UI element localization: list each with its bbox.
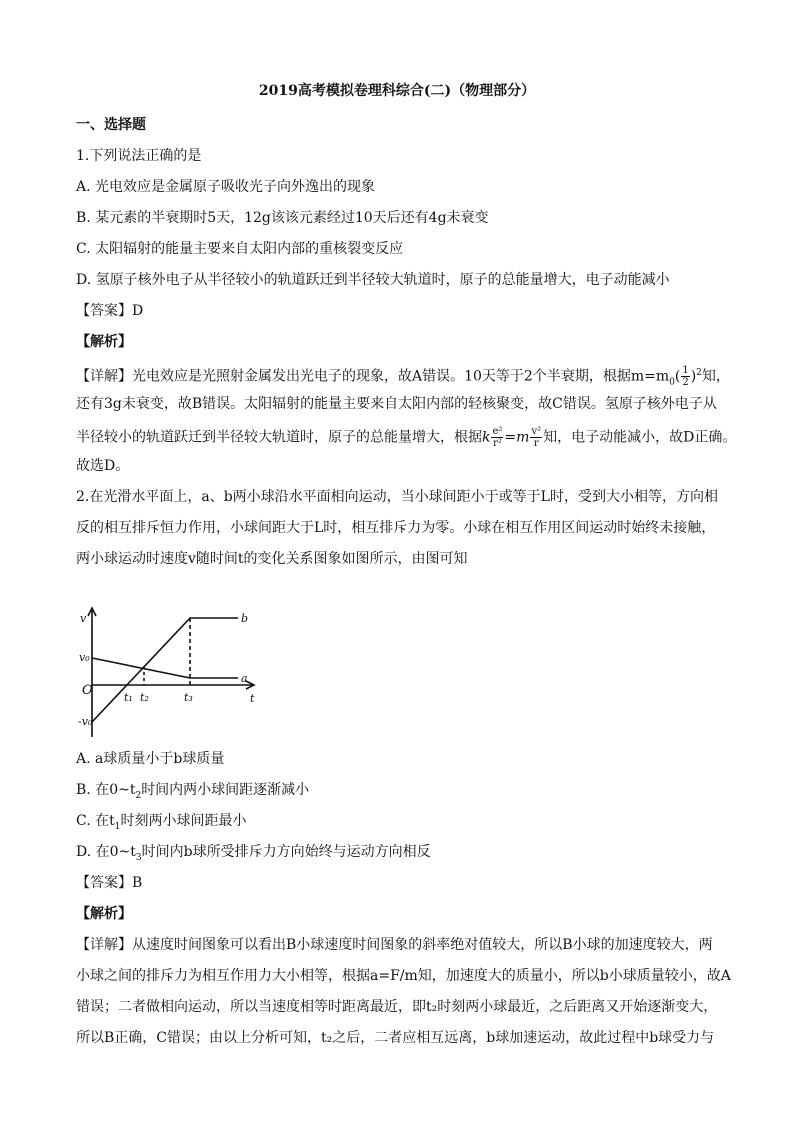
section-heading: 一、选择题 xyxy=(76,117,146,133)
q1-option-d: D. 氢原子核外电子从半径较小的轨道跃迁到半径较大轨道时，原子的总能量增大，电子动能减小 xyxy=(76,272,670,288)
graph-label-a: a xyxy=(241,672,248,685)
q2-detail-line-3: 错误；二者做相向运动，所以当速度相等时距离最近，即t₂时刻两小球最近，之后距离又开始逐渐变大， xyxy=(76,999,718,1015)
q1-option-b: B. 某元素的半衰期时5天，12g该该元素经过10天后还有4g未衰变 xyxy=(76,210,489,226)
fraction-e2-r2: $\frac{\text{e²}}{\text{r²}}$ xyxy=(492,426,503,449)
q2-option-a: A. a球质量小于b球质量 xyxy=(76,751,225,767)
graph-label-t1: t₁ xyxy=(124,691,133,704)
graph-label-neg-v0: -v₀ xyxy=(78,715,93,728)
q1-answer: 【答案】D xyxy=(76,303,144,319)
q1-analysis-label: 【解析】 xyxy=(76,334,132,350)
q2-option-b: B. 在$0\sim t_2$时间内两小球间距逐渐减小 xyxy=(76,782,310,801)
q1-detail-line-3: 半径较小的轨道跃迁到半径较大轨道时，原子的总能量增大，根据k $\frac{\text{e²}}{\text{r²}}$ =m $\frac{\text{v²}}{r}$ 知，电子动能减小，故D正确。 xyxy=(76,426,737,449)
q1-detail-line-4: 故选D。 xyxy=(76,458,130,474)
graph-label-b: b xyxy=(241,612,249,625)
page-title: 2019高考模拟卷理科综合(二)（物理部分） xyxy=(258,83,536,99)
q1-detail-line-2: 还有3g未衰变，故B错误。太阳辐射的能量主要来自太阳内部的轻核聚变，故C错误。氢原子核外电子从 xyxy=(76,396,717,412)
graph-line-a xyxy=(92,658,238,678)
q2-stem-line-3: 两小球运动时速度v随时间t的变化关系图象如图所示，由图可知 xyxy=(76,551,468,567)
fraction-one-half: $\frac{1}{2}$ xyxy=(682,365,689,389)
graph-label-t3: t₃ xyxy=(184,691,193,704)
velocity-time-graph xyxy=(78,604,268,740)
graph-label-origin: O xyxy=(82,683,93,698)
graph-label-t: t xyxy=(250,692,255,705)
q2-analysis-label: 【解析】 xyxy=(76,906,132,922)
q2-option-d: D. 在$0\sim t_3$时间内b球所受排斥力方向始终与运动方向相反 xyxy=(76,844,431,863)
q1-detail-line-1: 【详解】光电效应是光照射金属发出光电子的现象，故A错误。10天等于2个半衰期，根据$m=m_0$( $\frac{1}{2}$ )$^2$知， xyxy=(76,365,730,389)
q2-stem-line-2: 反的相互排斥恒力作用，小球间距大于L时，相互排斥力为零。小球在相互作用区间运动时始终未接触， xyxy=(76,520,716,536)
q2-detail-line-2: 小球之间的排斥力为相互作用力大小相等，根据a=F/m知，加速度大的质量小，所以b小球质量较小，故A xyxy=(76,968,731,984)
q2-option-c: C. 在$t_1$时刻两小球间距最小 xyxy=(76,813,247,832)
q2-detail-line-1: 【详解】从速度时间图象可以看出B小球速度时间图象的斜率绝对值较大，所以B小球的加速度较大，两 xyxy=(76,937,713,953)
graph-label-t2: t₂ xyxy=(140,691,149,704)
fraction-v2-r: $\frac{\text{v²}}{r}$ xyxy=(531,426,542,449)
q1-stem: 1.下列说法正确的是 xyxy=(76,148,202,164)
graph-label-v: v xyxy=(80,612,87,625)
graph-label-v0: v₀ xyxy=(79,651,90,664)
q1-option-a: A. 光电效应是金属原子吸收光子向外逸出的现象 xyxy=(76,179,376,195)
q1-option-c: C. 太阳辐射的能量主要来自太阳内部的重核裂变反应 xyxy=(76,241,404,257)
q2-stem-line-1: 2.在光滑水平面上，a、b两小球沿水平面相向运动，当小球间距小于或等于L时，受到大小相等，方向相 xyxy=(76,489,718,505)
q2-detail-line-4: 所以B正确，C错误；由以上分析可知，t₂之后，二者应相互远离，b球加速运动，故此过程中b球受力与 xyxy=(76,1030,715,1046)
q2-answer: 【答案】B xyxy=(76,875,143,891)
graph-line-b xyxy=(92,618,238,722)
